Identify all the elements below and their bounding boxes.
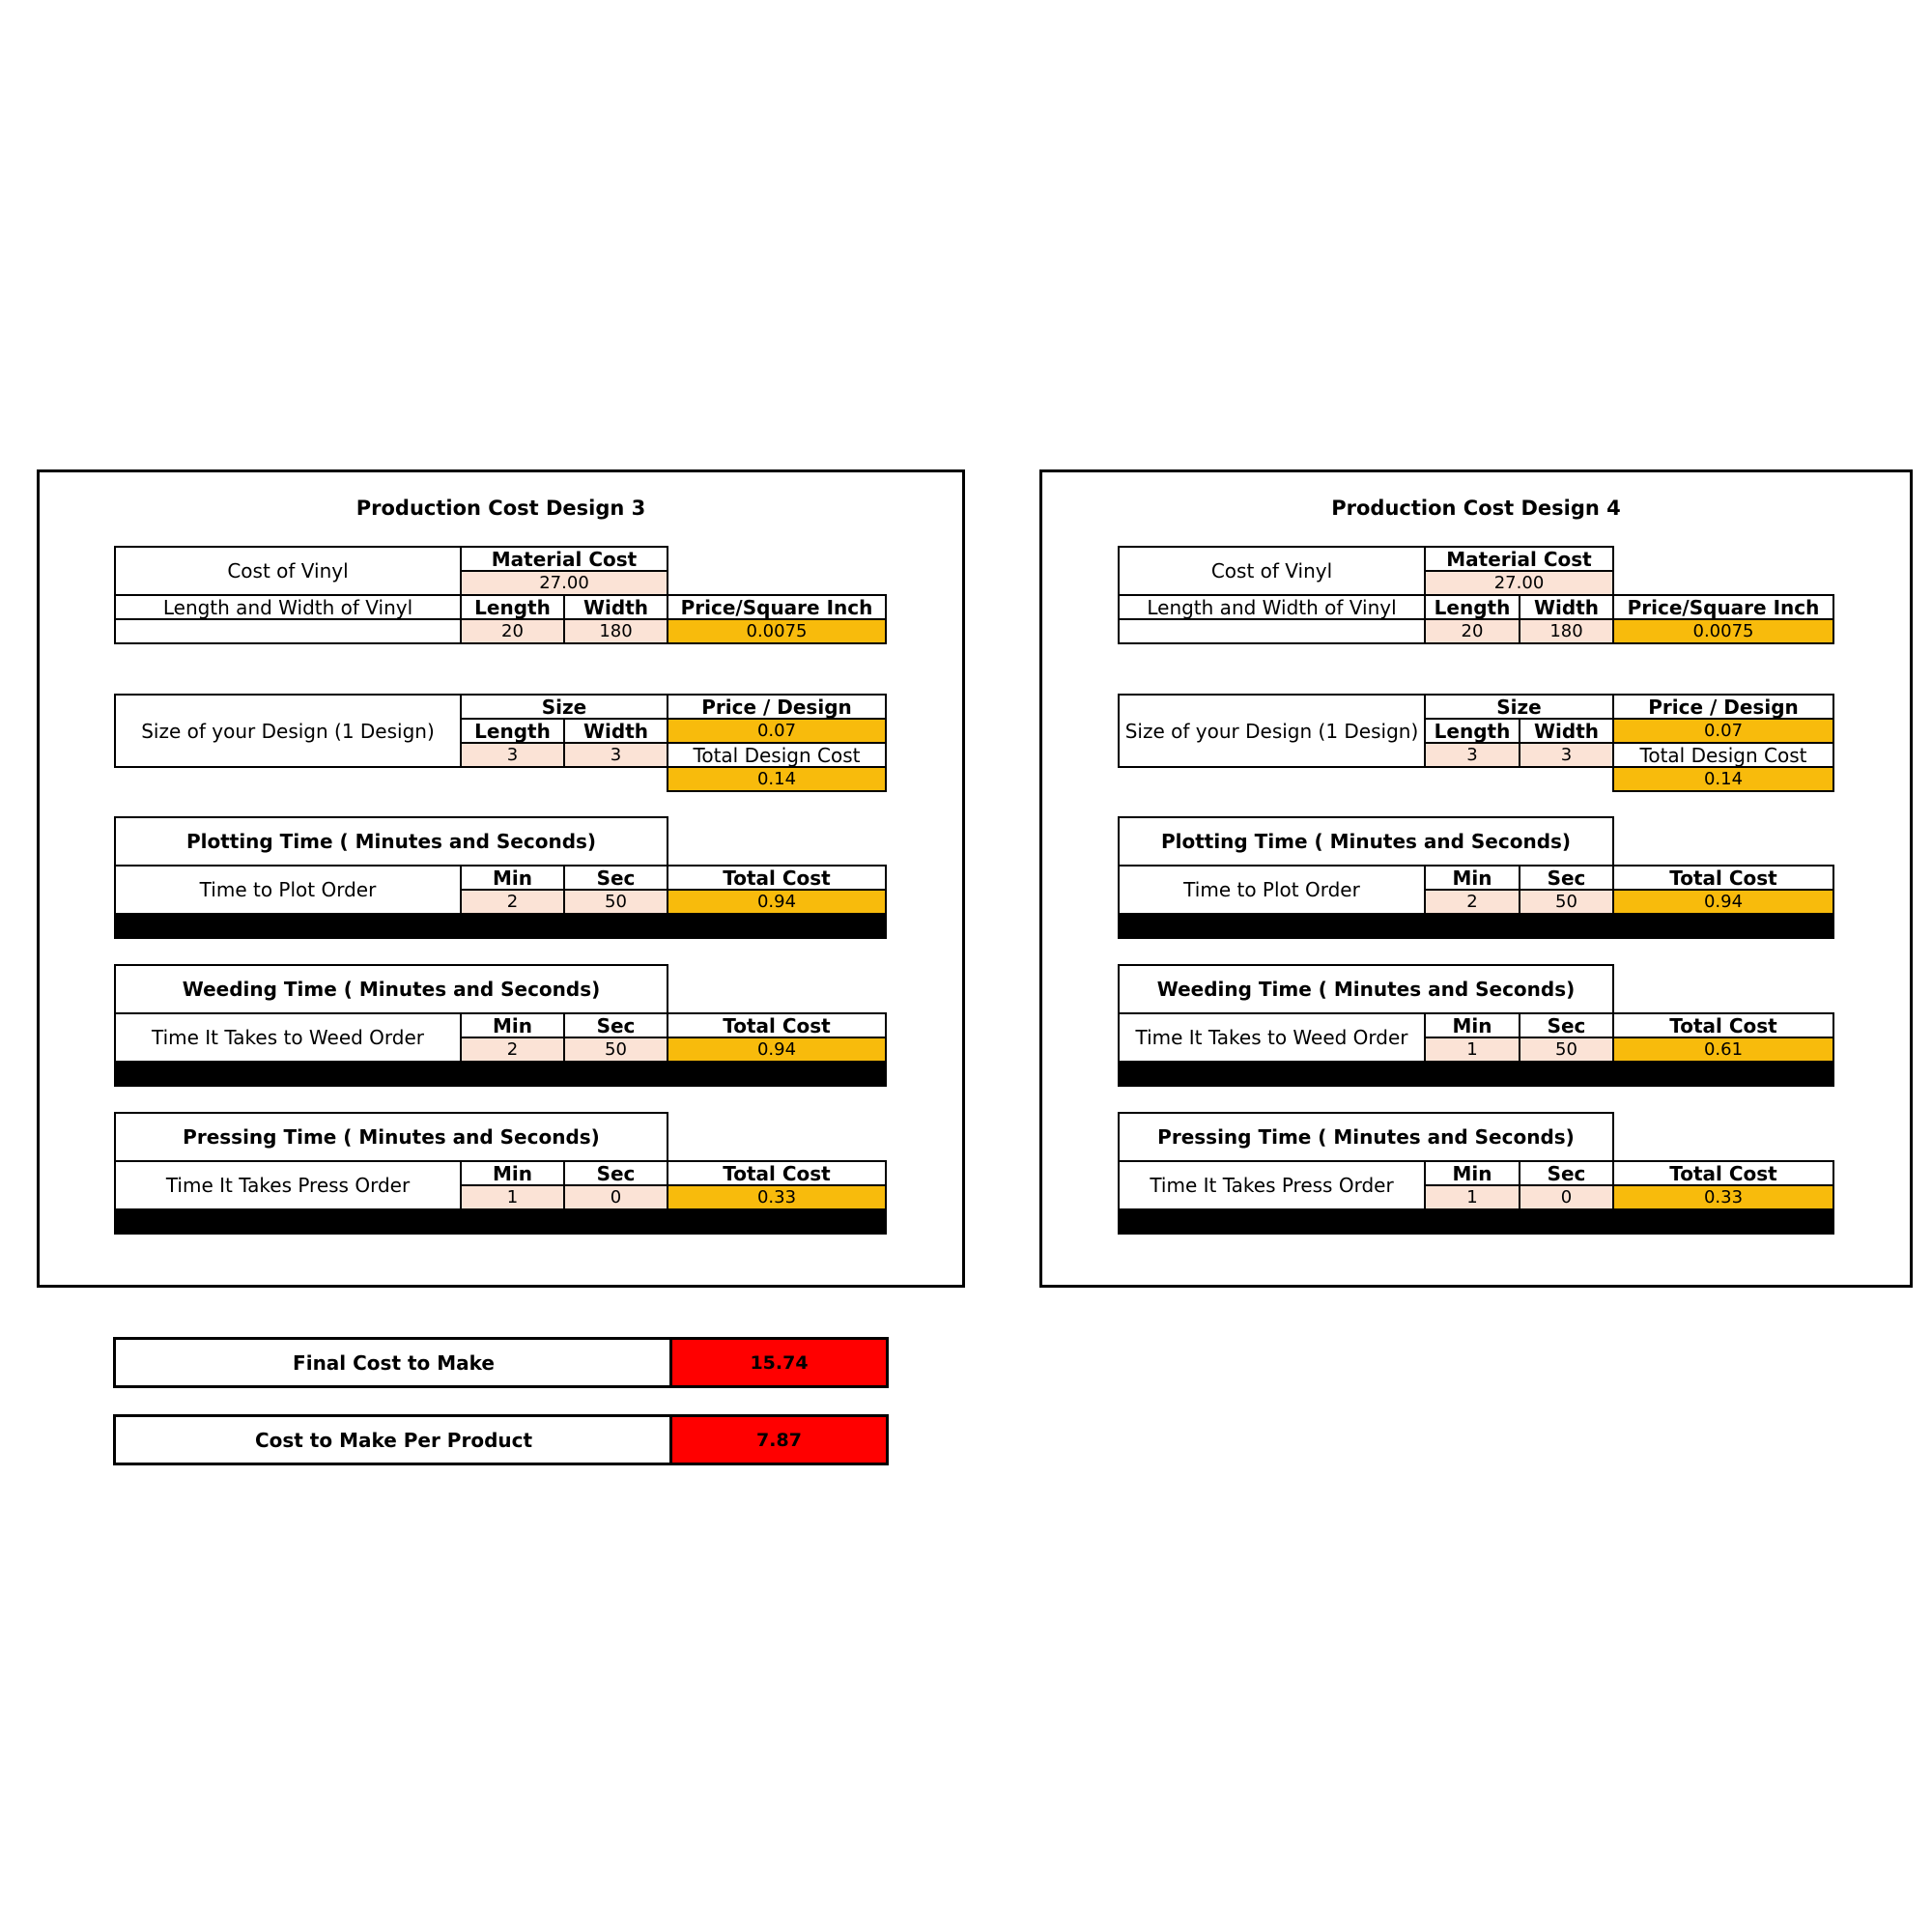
d4-press-order-label: Time It Takes Press Order [1118, 1160, 1426, 1210]
d4-weed-total-header: Total Cost [1612, 1012, 1834, 1038]
d3-vinyl-length-header: Length [460, 594, 565, 620]
d3-plot-total-value: 0.94 [667, 889, 887, 915]
d3-press-total-value: 0.33 [667, 1184, 887, 1210]
d4-press-total-value: 0.33 [1612, 1184, 1834, 1210]
d4-vinyl-blank-cell [1118, 618, 1426, 644]
d4-weed-order-label: Time It Takes to Weed Order [1118, 1012, 1426, 1063]
d3-material-cost-header: Material Cost [460, 546, 668, 572]
d4-design-length-value[interactable]: 3 [1424, 742, 1520, 768]
d4-material-cost-header: Material Cost [1424, 546, 1614, 572]
design-3-title: Production Cost Design 3 [355, 497, 646, 520]
d4-size-header: Size [1424, 694, 1614, 720]
d4-design-size-label: Size of your Design (1 Design) [1118, 694, 1426, 768]
d4-plot-sec-header: Sec [1519, 865, 1614, 891]
d4-plot-min-value[interactable]: 2 [1424, 889, 1520, 915]
d4-weed-min-header: Min [1424, 1012, 1520, 1038]
d3-weed-sec-value[interactable]: 50 [563, 1037, 668, 1063]
d4-price-sq-inch-value: 0.0075 [1612, 618, 1834, 644]
final-cost-value: 15.74 [669, 1337, 889, 1388]
d4-vinyl-width-value[interactable]: 180 [1519, 618, 1614, 644]
d3-price-sq-inch-header: Price/Square Inch [667, 594, 887, 620]
d3-plot-total-header: Total Cost [667, 865, 887, 891]
per-product-cost-value: 7.87 [669, 1414, 889, 1465]
d4-press-min-header: Min [1424, 1160, 1520, 1186]
d4-pressing-separator-bar [1118, 1208, 1834, 1235]
d3-press-total-header: Total Cost [667, 1160, 887, 1186]
d3-weed-total-value: 0.94 [667, 1037, 887, 1063]
d4-plotting-header: Plotting Time ( Minutes and Seconds) [1118, 816, 1614, 867]
d4-price-design-value: 0.07 [1612, 718, 1834, 744]
d3-design-width-header: Width [563, 718, 668, 744]
d4-design-width-value[interactable]: 3 [1519, 742, 1614, 768]
d4-plot-min-header: Min [1424, 865, 1520, 891]
d3-pressing-separator-bar [114, 1208, 887, 1235]
d3-weeding-separator-bar [114, 1061, 887, 1087]
d3-press-order-label: Time It Takes Press Order [114, 1160, 462, 1210]
d3-weed-total-header: Total Cost [667, 1012, 887, 1038]
design-4-title: Production Cost Design 4 [1331, 497, 1621, 520]
d4-vinyl-dims-label: Length and Width of Vinyl [1118, 594, 1426, 620]
d4-weed-total-value: 0.61 [1612, 1037, 1834, 1063]
d4-design-width-header: Width [1519, 718, 1614, 744]
d3-pressing-header: Pressing Time ( Minutes and Seconds) [114, 1112, 668, 1162]
d4-cost-of-vinyl-label: Cost of Vinyl [1118, 546, 1426, 596]
d3-design-length-header: Length [460, 718, 565, 744]
d4-plot-total-value: 0.94 [1612, 889, 1834, 915]
d3-total-design-cost-label: Total Design Cost [667, 742, 887, 768]
d3-vinyl-width-value[interactable]: 180 [563, 618, 668, 644]
d4-vinyl-length-value[interactable]: 20 [1424, 618, 1520, 644]
d3-cost-of-vinyl-label: Cost of Vinyl [114, 546, 462, 596]
d3-weeding-header: Weeding Time ( Minutes and Seconds) [114, 964, 668, 1014]
d3-plot-sec-value[interactable]: 50 [563, 889, 668, 915]
d3-plot-min-header: Min [460, 865, 565, 891]
d3-weed-order-label: Time It Takes to Weed Order [114, 1012, 462, 1063]
d3-vinyl-width-header: Width [563, 594, 668, 620]
d4-vinyl-length-header: Length [1424, 594, 1520, 620]
d3-price-sq-inch-value: 0.0075 [667, 618, 887, 644]
d3-design-length-value[interactable]: 3 [460, 742, 565, 768]
d4-weed-sec-value[interactable]: 50 [1519, 1037, 1614, 1063]
d4-plot-sec-value[interactable]: 50 [1519, 889, 1614, 915]
d3-design-width-value[interactable]: 3 [563, 742, 668, 768]
d3-plot-order-label: Time to Plot Order [114, 865, 462, 915]
final-cost-label: Final Cost to Make [113, 1337, 671, 1388]
d3-weed-sec-header: Sec [563, 1012, 668, 1038]
d3-price-design-header: Price / Design [667, 694, 887, 720]
d4-weed-sec-header: Sec [1519, 1012, 1614, 1038]
d4-price-sq-inch-header: Price/Square Inch [1612, 594, 1834, 620]
d4-vinyl-width-header: Width [1519, 594, 1614, 620]
d3-weed-min-header: Min [460, 1012, 565, 1038]
d4-pressing-header: Pressing Time ( Minutes and Seconds) [1118, 1112, 1614, 1162]
d3-plotting-separator-bar [114, 913, 887, 939]
d4-price-design-header: Price / Design [1612, 694, 1834, 720]
d4-press-sec-header: Sec [1519, 1160, 1614, 1186]
d4-plot-order-label: Time to Plot Order [1118, 865, 1426, 915]
d4-weeding-separator-bar [1118, 1061, 1834, 1087]
d3-plot-sec-header: Sec [563, 865, 668, 891]
d3-press-sec-header: Sec [563, 1160, 668, 1186]
d4-weeding-header: Weeding Time ( Minutes and Seconds) [1118, 964, 1614, 1014]
d4-press-min-value[interactable]: 1 [1424, 1184, 1520, 1210]
d4-plotting-separator-bar [1118, 913, 1834, 939]
d3-vinyl-blank-cell [114, 618, 462, 644]
d3-press-sec-value[interactable]: 0 [563, 1184, 668, 1210]
d3-vinyl-length-value[interactable]: 20 [460, 618, 565, 644]
d4-total-design-cost-value: 0.14 [1612, 766, 1834, 792]
d3-press-min-header: Min [460, 1160, 565, 1186]
d3-press-min-value[interactable]: 1 [460, 1184, 565, 1210]
d3-weed-min-value[interactable]: 2 [460, 1037, 565, 1063]
per-product-cost-label: Cost to Make Per Product [113, 1414, 671, 1465]
d4-total-design-cost-label: Total Design Cost [1612, 742, 1834, 768]
d3-plotting-header: Plotting Time ( Minutes and Seconds) [114, 816, 668, 867]
d4-weed-min-value[interactable]: 1 [1424, 1037, 1520, 1063]
d4-material-cost-value[interactable]: 27.00 [1424, 570, 1614, 596]
d3-design-size-label: Size of your Design (1 Design) [114, 694, 462, 768]
d3-total-design-cost-value: 0.14 [667, 766, 887, 792]
d3-size-header: Size [460, 694, 668, 720]
d4-plot-total-header: Total Cost [1612, 865, 1834, 891]
d4-press-sec-value[interactable]: 0 [1519, 1184, 1614, 1210]
d3-price-design-value: 0.07 [667, 718, 887, 744]
d3-material-cost-value[interactable]: 27.00 [460, 570, 668, 596]
d4-design-length-header: Length [1424, 718, 1520, 744]
d3-plot-min-value[interactable]: 2 [460, 889, 565, 915]
d4-press-total-header: Total Cost [1612, 1160, 1834, 1186]
d3-vinyl-dims-label: Length and Width of Vinyl [114, 594, 462, 620]
